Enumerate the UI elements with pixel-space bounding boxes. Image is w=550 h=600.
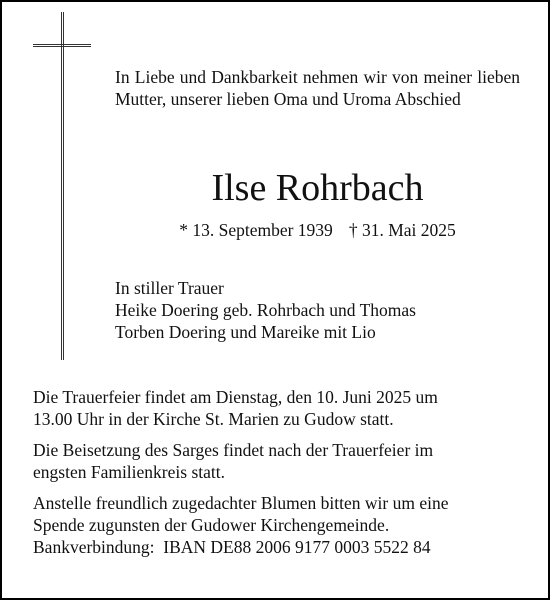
mourners-line: Torben Doering und Mareike mit Lio (115, 322, 376, 342)
burial-paragraph (33, 439, 523, 483)
ceremony-details (33, 386, 523, 567)
mourners-line: Heike Doering geb. Rohrbach und Thomas (115, 300, 416, 320)
bank-details-line: Bankverbindung: IBAN DE88 2006 9177 0003 5522 84 (33, 537, 431, 557)
burial-line: Die Beisetzung des Sarges findet nach der Trauerfeier im (33, 440, 434, 460)
funeral-line: 13.00 Uhr in der Kirche St. Marien zu Gudow statt. (33, 409, 394, 429)
donation-paragraph (33, 492, 523, 558)
funeral-line: Die Trauerfeier findet am Dienstag, den 10. Juni 2025 um (33, 387, 438, 407)
cross-icon-vertical-bar (61, 12, 64, 360)
burial-line: engsten Familienkreis statt. (33, 462, 225, 482)
mourners-block (115, 277, 520, 343)
mourners-line: In stiller Trauer (115, 278, 224, 298)
cross-icon-horizontal-bar (33, 44, 91, 47)
life-dates (115, 219, 520, 241)
donation-line: Anstelle freundlich zugedachter Blumen bitten wir um eine (33, 493, 449, 513)
deceased-name: Ilse Rohrbach (211, 167, 424, 209)
intro-text: In Liebe und Dankbarkeit nehmen wir von meiner lieben Mutter, unserer lieben Oma und Uroma Abschied (115, 67, 520, 109)
funeral-paragraph (33, 386, 523, 430)
birth-date: * 13. September 1939 (179, 220, 333, 240)
donation-line: Spende zugunsten der Gudower Kirchengemeinde. (33, 515, 390, 535)
death-date: † 31. Mai 2025 (348, 220, 456, 240)
